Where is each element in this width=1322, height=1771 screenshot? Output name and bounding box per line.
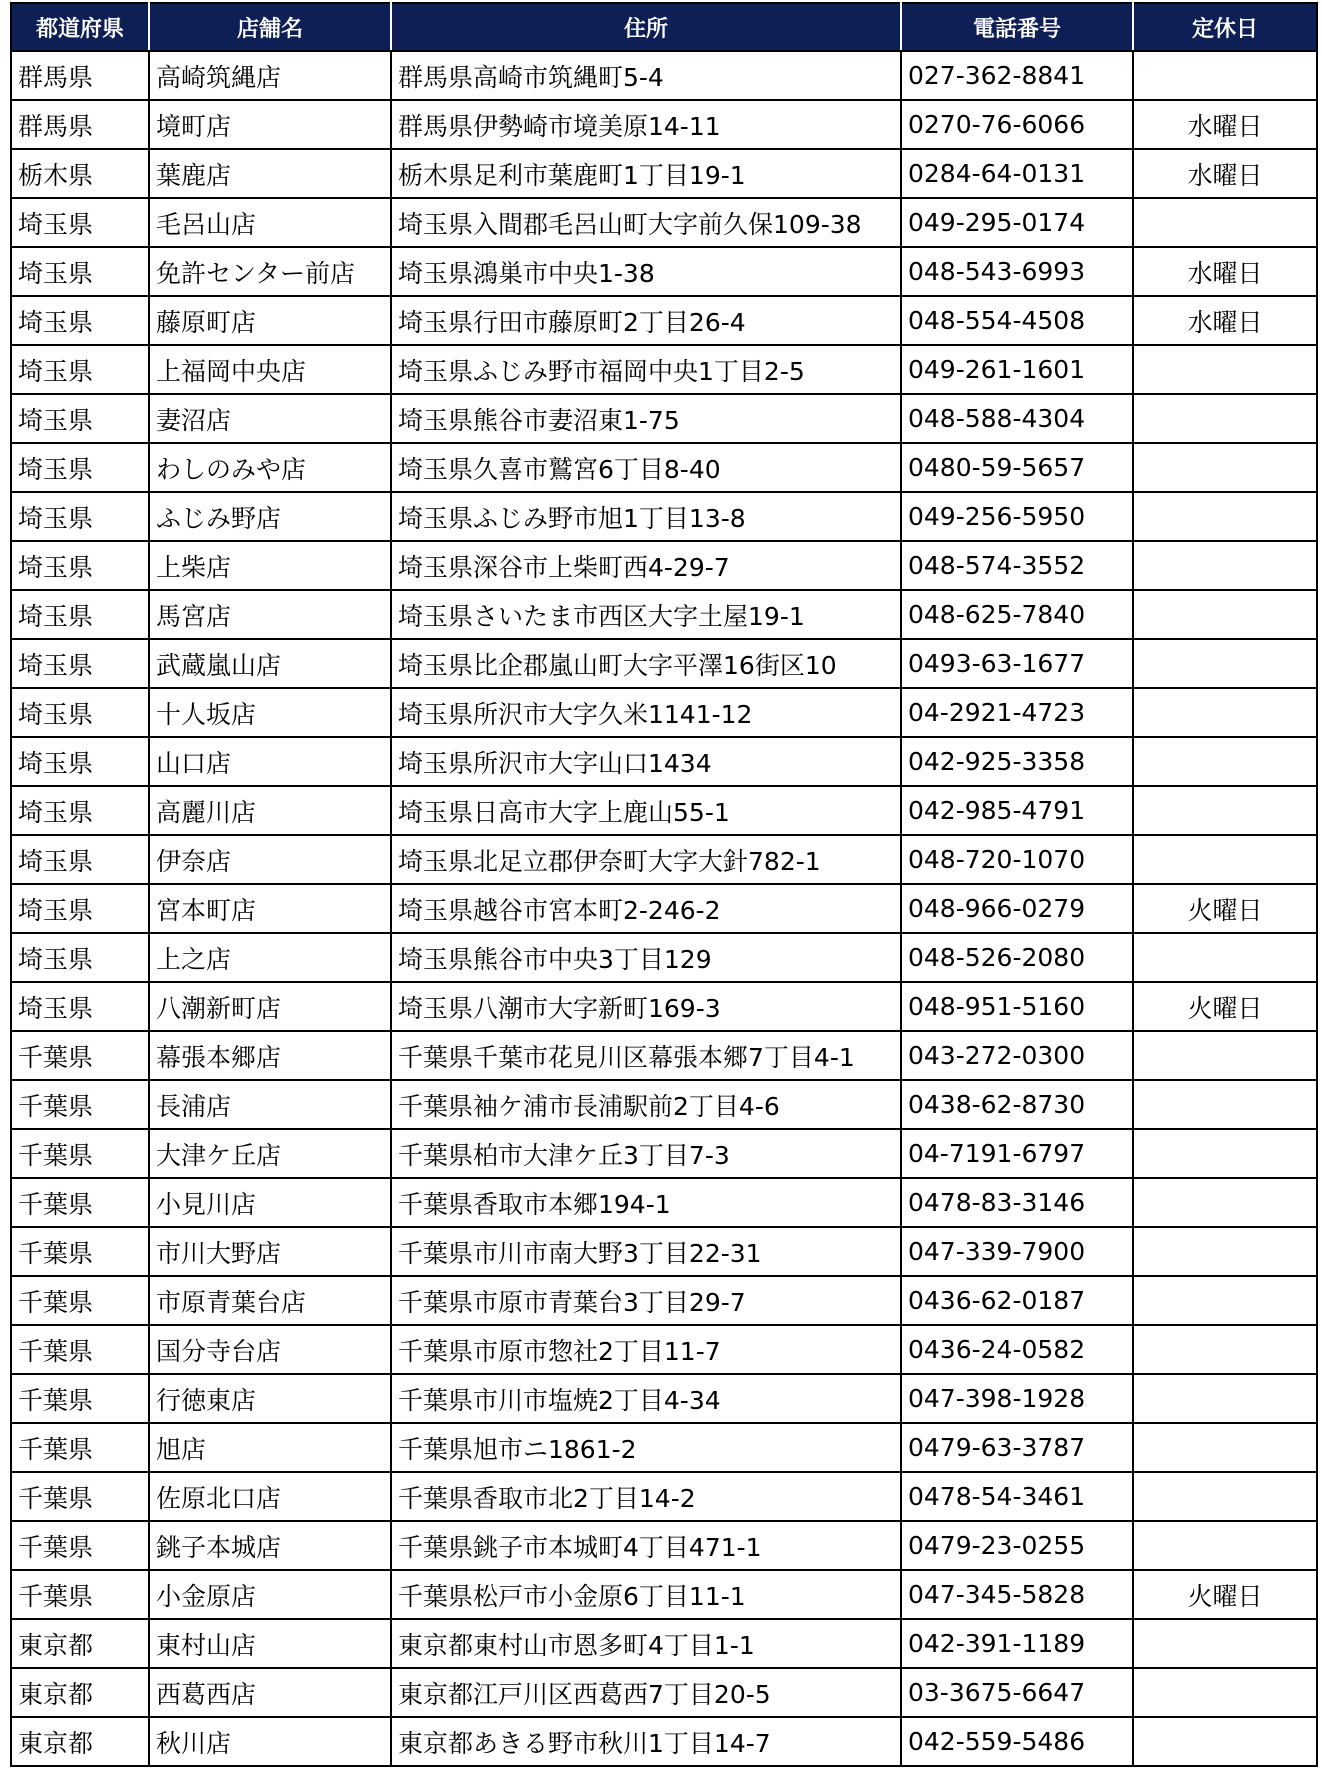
- table-row: [11, 737, 1317, 786]
- address-cell: 埼玉県鴻巣市中央1-38: [391, 247, 901, 296]
- phone-cell: 0270-76-6066: [901, 100, 1133, 149]
- address-cell: 千葉県千葉市花見川区幕張本郷7丁目4-1: [391, 1031, 901, 1080]
- table-row: [11, 1521, 1317, 1570]
- address-cell: 埼玉県八潮市大字新町169-3: [391, 982, 901, 1031]
- store-name-cell: わしのみや店: [149, 443, 391, 492]
- phone-cell: 048-588-4304: [901, 394, 1133, 443]
- prefecture-cell: 千葉県: [11, 1080, 149, 1129]
- table-row: [11, 394, 1317, 443]
- address-cell: 千葉県香取市北2丁目14-2: [391, 1472, 901, 1521]
- table-header: [11, 3, 1317, 51]
- prefecture-cell: 埼玉県: [11, 639, 149, 688]
- holiday-cell: [1133, 1472, 1317, 1521]
- store-name-cell: 西葛西店: [149, 1668, 391, 1717]
- prefecture-cell: 埼玉県: [11, 541, 149, 590]
- phone-cell: 0479-63-3787: [901, 1423, 1133, 1472]
- prefecture-cell: 千葉県: [11, 1374, 149, 1423]
- address-cell: 千葉県旭市ニ1861-2: [391, 1423, 901, 1472]
- address-cell: 埼玉県久喜市鷲宮6丁目8-40: [391, 443, 901, 492]
- phone-cell: 049-261-1601: [901, 345, 1133, 394]
- prefecture-cell: 埼玉県: [11, 345, 149, 394]
- store-name-cell: 馬宮店: [149, 590, 391, 639]
- table-row: [11, 1325, 1317, 1374]
- phone-cell: 0478-83-3146: [901, 1178, 1133, 1227]
- table-row: [11, 443, 1317, 492]
- phone-cell: 027-362-8841: [901, 51, 1133, 100]
- store-name-cell: 武蔵嵐山店: [149, 639, 391, 688]
- table-row: [11, 884, 1317, 933]
- store-name-cell: 長浦店: [149, 1080, 391, 1129]
- address-cell: 千葉県市川市南大野3丁目22-31: [391, 1227, 901, 1276]
- prefecture-cell: 埼玉県: [11, 443, 149, 492]
- table-row: [11, 296, 1317, 345]
- address-cell: 群馬県高崎市筑縄町5-4: [391, 51, 901, 100]
- address-cell: 埼玉県越谷市宮本町2-246-2: [391, 884, 901, 933]
- address-cell: 千葉県市原市惣社2丁目11-7: [391, 1325, 901, 1374]
- store-name-cell: 幕張本郷店: [149, 1031, 391, 1080]
- column-header-store-name: 店舗名: [149, 3, 391, 51]
- phone-cell: 048-720-1070: [901, 835, 1133, 884]
- holiday-cell: [1133, 1178, 1317, 1227]
- address-cell: 埼玉県ふじみ野市福岡中央1丁目2-5: [391, 345, 901, 394]
- store-name-cell: 旭店: [149, 1423, 391, 1472]
- address-cell: 千葉県香取市本郷194-1: [391, 1178, 901, 1227]
- prefecture-cell: 埼玉県: [11, 786, 149, 835]
- prefecture-cell: 千葉県: [11, 1031, 149, 1080]
- holiday-cell: [1133, 1521, 1317, 1570]
- table-row: [11, 1374, 1317, 1423]
- store-name-cell: 藤原町店: [149, 296, 391, 345]
- prefecture-cell: 埼玉県: [11, 394, 149, 443]
- column-header-holiday: 定休日: [1133, 3, 1317, 51]
- phone-cell: 043-272-0300: [901, 1031, 1133, 1080]
- holiday-cell: [1133, 639, 1317, 688]
- phone-cell: 048-951-5160: [901, 982, 1133, 1031]
- prefecture-cell: 埼玉県: [11, 737, 149, 786]
- phone-cell: 048-966-0279: [901, 884, 1133, 933]
- table-row: [11, 345, 1317, 394]
- prefecture-cell: 埼玉県: [11, 247, 149, 296]
- holiday-cell: [1133, 1276, 1317, 1325]
- holiday-cell: [1133, 1374, 1317, 1423]
- prefecture-cell: 群馬県: [11, 100, 149, 149]
- phone-cell: 048-554-4508: [901, 296, 1133, 345]
- store-name-cell: 上之店: [149, 933, 391, 982]
- address-cell: 埼玉県所沢市大字山口1434: [391, 737, 901, 786]
- table-body: [11, 51, 1317, 1766]
- prefecture-cell: 埼玉県: [11, 590, 149, 639]
- prefecture-cell: 千葉県: [11, 1129, 149, 1178]
- holiday-cell: [1133, 1325, 1317, 1374]
- column-header-address: 住所: [391, 3, 901, 51]
- phone-cell: 0493-63-1677: [901, 639, 1133, 688]
- address-cell: 東京都あきる野市秋川1丁目14-7: [391, 1717, 901, 1766]
- phone-cell: 047-345-5828: [901, 1570, 1133, 1619]
- prefecture-cell: 埼玉県: [11, 835, 149, 884]
- table-row: [11, 1472, 1317, 1521]
- store-name-cell: 八潮新町店: [149, 982, 391, 1031]
- address-cell: 埼玉県入間郡毛呂山町大字前久保109-38: [391, 198, 901, 247]
- holiday-cell: [1133, 1423, 1317, 1472]
- holiday-cell: [1133, 737, 1317, 786]
- table-row: [11, 492, 1317, 541]
- store-list-table: [10, 2, 1318, 1767]
- address-cell: 埼玉県熊谷市妻沼東1-75: [391, 394, 901, 443]
- holiday-cell: [1133, 933, 1317, 982]
- table-row: [11, 688, 1317, 737]
- holiday-cell: 水曜日: [1133, 100, 1317, 149]
- holiday-cell: [1133, 51, 1317, 100]
- holiday-cell: [1133, 394, 1317, 443]
- prefecture-cell: 群馬県: [11, 51, 149, 100]
- prefecture-cell: 千葉県: [11, 1570, 149, 1619]
- store-name-cell: 十人坂店: [149, 688, 391, 737]
- store-name-cell: 行徳東店: [149, 1374, 391, 1423]
- prefecture-cell: 千葉県: [11, 1227, 149, 1276]
- store-name-cell: 上柴店: [149, 541, 391, 590]
- table-row: [11, 639, 1317, 688]
- prefecture-cell: 埼玉県: [11, 198, 149, 247]
- table-row: [11, 786, 1317, 835]
- table-row: [11, 198, 1317, 247]
- address-cell: 千葉県銚子市本城町4丁目471-1: [391, 1521, 901, 1570]
- prefecture-cell: 埼玉県: [11, 933, 149, 982]
- holiday-cell: [1133, 590, 1317, 639]
- store-name-cell: ふじみ野店: [149, 492, 391, 541]
- address-cell: 千葉県市川市塩焼2丁目4-34: [391, 1374, 901, 1423]
- address-cell: 埼玉県深谷市上柴町西4-29-7: [391, 541, 901, 590]
- store-name-cell: 秋川店: [149, 1717, 391, 1766]
- store-name-cell: 山口店: [149, 737, 391, 786]
- store-name-cell: 国分寺台店: [149, 1325, 391, 1374]
- store-name-cell: 葉鹿店: [149, 149, 391, 198]
- holiday-cell: 火曜日: [1133, 1570, 1317, 1619]
- store-list-sheet: [10, 2, 1316, 1767]
- store-name-cell: 境町店: [149, 100, 391, 149]
- table-row: [11, 1423, 1317, 1472]
- prefecture-cell: 千葉県: [11, 1276, 149, 1325]
- table-row: [11, 1080, 1317, 1129]
- table-row: [11, 1227, 1317, 1276]
- holiday-cell: 水曜日: [1133, 296, 1317, 345]
- table-row: [11, 1619, 1317, 1668]
- table-row: [11, 1717, 1317, 1766]
- store-name-cell: 大津ケ丘店: [149, 1129, 391, 1178]
- address-cell: 埼玉県ふじみ野市旭1丁目13-8: [391, 492, 901, 541]
- store-name-cell: 市川大野店: [149, 1227, 391, 1276]
- address-cell: 群馬県伊勢崎市境美原14-11: [391, 100, 901, 149]
- store-name-cell: 毛呂山店: [149, 198, 391, 247]
- address-cell: 千葉県袖ケ浦市長浦駅前2丁目4-6: [391, 1080, 901, 1129]
- phone-cell: 048-625-7840: [901, 590, 1133, 639]
- store-name-cell: 東村山店: [149, 1619, 391, 1668]
- store-name-cell: 妻沼店: [149, 394, 391, 443]
- phone-cell: 042-985-4791: [901, 786, 1133, 835]
- phone-cell: 0438-62-8730: [901, 1080, 1133, 1129]
- holiday-cell: [1133, 1227, 1317, 1276]
- holiday-cell: [1133, 345, 1317, 394]
- table-row: [11, 1031, 1317, 1080]
- table-row: [11, 247, 1317, 296]
- prefecture-cell: 埼玉県: [11, 296, 149, 345]
- holiday-cell: [1133, 1668, 1317, 1717]
- table-row: [11, 1276, 1317, 1325]
- phone-cell: 048-574-3552: [901, 541, 1133, 590]
- phone-cell: 047-398-1928: [901, 1374, 1133, 1423]
- holiday-cell: [1133, 1619, 1317, 1668]
- store-name-cell: 市原青葉台店: [149, 1276, 391, 1325]
- phone-cell: 0436-24-0582: [901, 1325, 1133, 1374]
- phone-cell: 03-3675-6647: [901, 1668, 1133, 1717]
- store-name-cell: 上福岡中央店: [149, 345, 391, 394]
- table-row: [11, 982, 1317, 1031]
- table-row: [11, 933, 1317, 982]
- store-name-cell: 高崎筑縄店: [149, 51, 391, 100]
- phone-cell: 0480-59-5657: [901, 443, 1133, 492]
- phone-cell: 04-2921-4723: [901, 688, 1133, 737]
- address-cell: 埼玉県所沢市大字久米1141-12: [391, 688, 901, 737]
- phone-cell: 048-543-6993: [901, 247, 1133, 296]
- phone-cell: 0478-54-3461: [901, 1472, 1133, 1521]
- prefecture-cell: 千葉県: [11, 1325, 149, 1374]
- column-header-prefecture: 都道府県: [11, 3, 149, 51]
- phone-cell: 042-391-1189: [901, 1619, 1133, 1668]
- prefecture-cell: 千葉県: [11, 1521, 149, 1570]
- address-cell: 埼玉県比企郡嵐山町大字平澤16街区10: [391, 639, 901, 688]
- store-name-cell: 伊奈店: [149, 835, 391, 884]
- phone-cell: 0479-23-0255: [901, 1521, 1133, 1570]
- table-row: [11, 1570, 1317, 1619]
- store-name-cell: 小金原店: [149, 1570, 391, 1619]
- header-row: [11, 3, 1317, 51]
- holiday-cell: 水曜日: [1133, 247, 1317, 296]
- prefecture-cell: 埼玉県: [11, 982, 149, 1031]
- phone-cell: 048-526-2080: [901, 933, 1133, 982]
- phone-cell: 047-339-7900: [901, 1227, 1133, 1276]
- holiday-cell: [1133, 492, 1317, 541]
- prefecture-cell: 東京都: [11, 1619, 149, 1668]
- store-name-cell: 佐原北口店: [149, 1472, 391, 1521]
- phone-cell: 0436-62-0187: [901, 1276, 1133, 1325]
- table-row: [11, 100, 1317, 149]
- holiday-cell: [1133, 1031, 1317, 1080]
- column-header-phone: 電話番号: [901, 3, 1133, 51]
- address-cell: 埼玉県行田市藤原町2丁目26-4: [391, 296, 901, 345]
- phone-cell: 04-7191-6797: [901, 1129, 1133, 1178]
- holiday-cell: [1133, 786, 1317, 835]
- table-row: [11, 51, 1317, 100]
- holiday-cell: [1133, 198, 1317, 247]
- holiday-cell: [1133, 835, 1317, 884]
- address-cell: 千葉県市原市青葉台3丁目29-7: [391, 1276, 901, 1325]
- phone-cell: 049-295-0174: [901, 198, 1133, 247]
- store-name-cell: 小見川店: [149, 1178, 391, 1227]
- table-row: [11, 541, 1317, 590]
- holiday-cell: 水曜日: [1133, 149, 1317, 198]
- address-cell: 栃木県足利市葉鹿町1丁目19-1: [391, 149, 901, 198]
- holiday-cell: [1133, 1717, 1317, 1766]
- table-row: [11, 590, 1317, 639]
- prefecture-cell: 埼玉県: [11, 688, 149, 737]
- store-name-cell: 高麗川店: [149, 786, 391, 835]
- phone-cell: 0284-64-0131: [901, 149, 1133, 198]
- holiday-cell: [1133, 443, 1317, 492]
- address-cell: 埼玉県熊谷市中央3丁目129: [391, 933, 901, 982]
- table-row: [11, 1178, 1317, 1227]
- store-name-cell: 宮本町店: [149, 884, 391, 933]
- prefecture-cell: 東京都: [11, 1668, 149, 1717]
- address-cell: 東京都江戸川区西葛西7丁目20-5: [391, 1668, 901, 1717]
- prefecture-cell: 東京都: [11, 1717, 149, 1766]
- store-name-cell: 銚子本城店: [149, 1521, 391, 1570]
- phone-cell: 042-559-5486: [901, 1717, 1133, 1766]
- prefecture-cell: 千葉県: [11, 1423, 149, 1472]
- address-cell: 埼玉県さいたま市西区大字土屋19-1: [391, 590, 901, 639]
- holiday-cell: [1133, 1080, 1317, 1129]
- holiday-cell: [1133, 541, 1317, 590]
- table-row: [11, 835, 1317, 884]
- table-row: [11, 1668, 1317, 1717]
- phone-cell: 042-925-3358: [901, 737, 1133, 786]
- prefecture-cell: 栃木県: [11, 149, 149, 198]
- store-name-cell: 免許センター前店: [149, 247, 391, 296]
- prefecture-cell: 千葉県: [11, 1472, 149, 1521]
- holiday-cell: [1133, 688, 1317, 737]
- table-row: [11, 149, 1317, 198]
- phone-cell: 049-256-5950: [901, 492, 1133, 541]
- holiday-cell: 火曜日: [1133, 982, 1317, 1031]
- address-cell: 東京都東村山市恩多町4丁目1-1: [391, 1619, 901, 1668]
- holiday-cell: [1133, 1129, 1317, 1178]
- prefecture-cell: 千葉県: [11, 1178, 149, 1227]
- prefecture-cell: 埼玉県: [11, 884, 149, 933]
- holiday-cell: 火曜日: [1133, 884, 1317, 933]
- table-row: [11, 1129, 1317, 1178]
- prefecture-cell: 埼玉県: [11, 492, 149, 541]
- address-cell: 埼玉県日高市大字上鹿山55-1: [391, 786, 901, 835]
- address-cell: 千葉県柏市大津ケ丘3丁目7-3: [391, 1129, 901, 1178]
- address-cell: 埼玉県北足立郡伊奈町大字大針782-1: [391, 835, 901, 884]
- address-cell: 千葉県松戸市小金原6丁目11-1: [391, 1570, 901, 1619]
